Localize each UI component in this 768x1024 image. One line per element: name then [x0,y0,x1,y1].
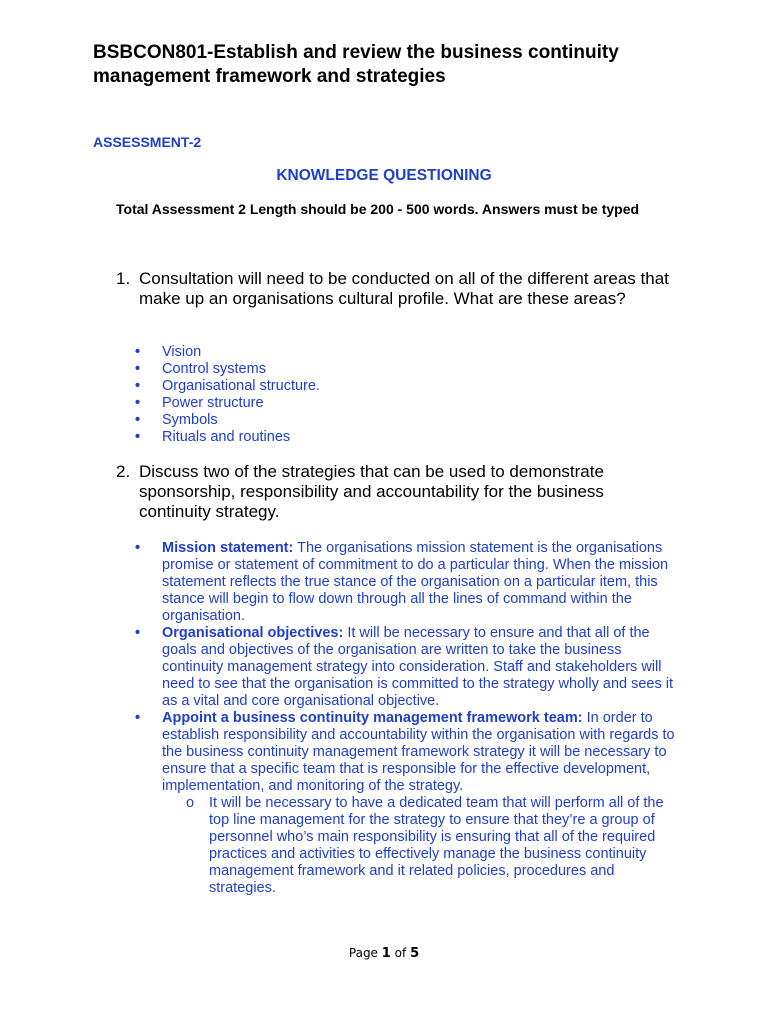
bullet-icon: • [135,344,141,360]
question-number: 2. [116,462,131,481]
document-title: BSBCON801-Establish and review the business continuity management framework and strategies [93,42,619,87]
answer-lead: Mission statement: [162,540,294,556]
sub-list [162,795,680,897]
list-item [135,625,680,710]
total-pages: 5 [410,946,420,961]
of-label: of [394,946,407,960]
page-number: 1 [381,946,391,961]
answer-lead: Appoint a business continuity management framework team: [162,710,583,726]
answer-body: It will be necessary to ensure and that all of the goals and objectives of the organisation are written to take the business continuity management strategy into consideration. Staff and stakeholders will need to see that the organisation is committed to the strategy wholly and sees it as a vital and core organisational objective. [162,625,674,709]
answer-list-2 [135,540,680,897]
assessment-instruction: Total Assessment 2 Length should be 200 - 500 words. Answers must be typed [116,201,640,217]
section-heading: KNOWLEDGE QUESTIONING [276,167,492,184]
bullet-icon: • [135,361,141,377]
bullet-icon: • [135,429,141,445]
list-item [135,540,680,625]
list-item: • Vision [135,344,202,360]
answer-body: In order to establish responsibility and accountability within the organisation with regards to the business continuity management framework strategy it will be necessary to ensure that a specific team that is responsible for the effective development, implementation, and monitoring of the strategy. [162,710,675,794]
circle-bullet-icon: o [186,795,195,811]
answer-lead: Organisational objectives: [162,625,344,641]
question-text: Consultation will need to be conducted on all of the different areas that make up an organisations cultural profile. What are these areas? [139,269,669,308]
question-number: 1. [116,269,131,288]
bullet-icon: • [135,412,141,428]
bullet-icon: • [135,625,141,641]
sub-answer-text: It will be necessary to have a dedicated team that will perform all of the top line management for the strategy to ensure that they’re a group of personnel who’s main responsibility is ensuring that all of the required practices and activities to effectively manage the business continuity management framework and it related policies, procedures and strategies. [209,795,664,896]
assessment-heading: ASSESSMENT-2 [93,134,202,150]
bullet-icon: • [135,378,141,394]
list-item: • Organisational structure. [135,378,320,394]
bullet-icon: • [135,395,141,411]
page-label: Page [348,946,378,960]
question-text: Discuss two of the strategies that can be used to demonstrate sponsorship, responsibility and accountability for the business continuity strategy. [139,462,604,521]
bullet-icon: • [135,710,141,726]
page-footer [0,946,768,961]
answer-list-1 [135,344,680,446]
list-item: • Symbols [135,412,218,428]
question-2 [116,462,676,522]
list-item: • Control systems [135,361,266,377]
sub-list-item [162,795,680,897]
list-item: • Rituals and routines [135,429,291,445]
list-item: • Power structure [135,395,264,411]
question-1 [116,269,676,309]
bullet-icon: • [135,540,141,556]
list-item [135,710,680,897]
answer-body: The organisations mission statement is the organisations promise or statement of commitment to do a particular thing. When the mission statement reflects the true stance of the organisation on a particular item, this stance will begin to flow down through all the lines of command within the organisation. [162,540,669,624]
